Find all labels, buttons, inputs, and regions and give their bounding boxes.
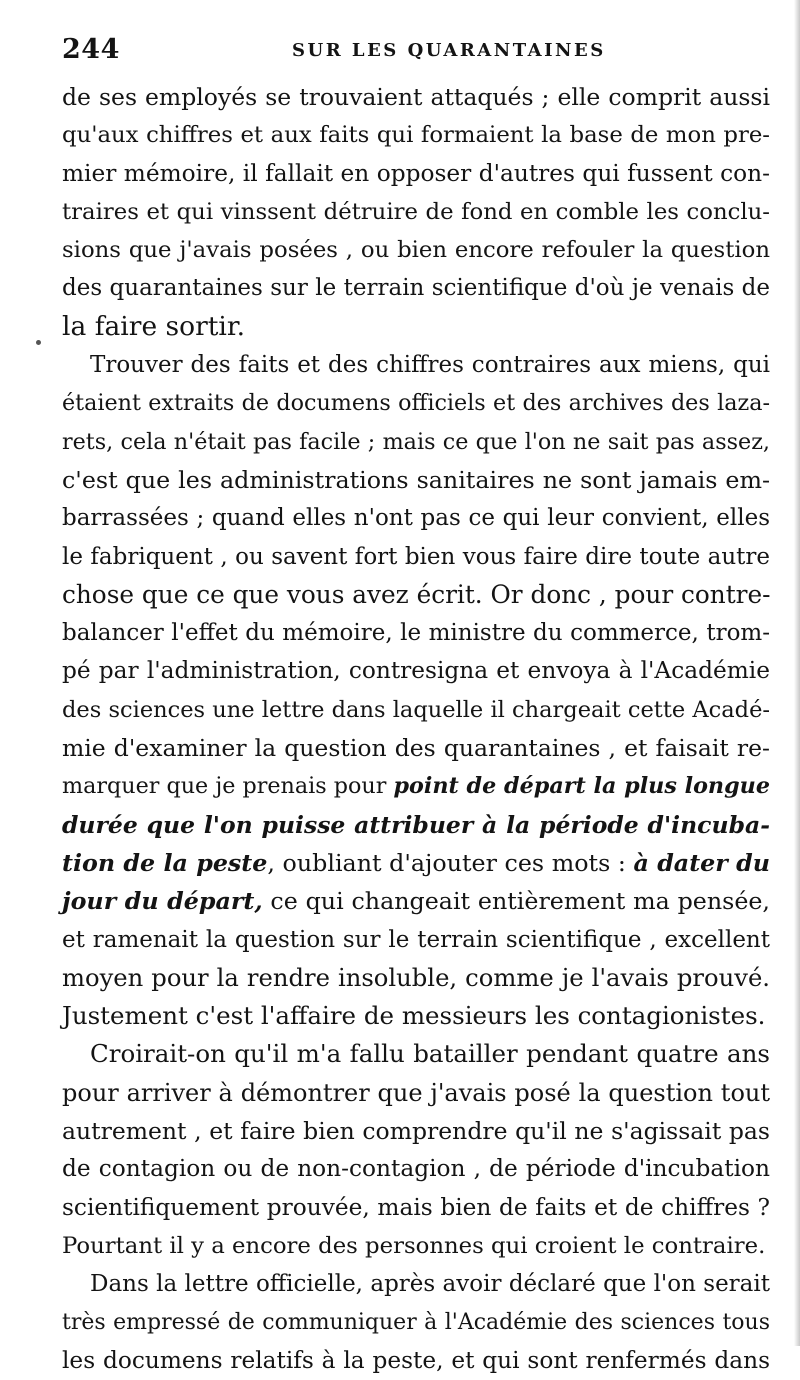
text-line: pé par l'administration, contresigna et envoya à l'Académie <box>62 657 770 685</box>
italic-phrase: tion de la peste <box>62 848 268 877</box>
text-line: qu'aux chiffres et aux faits qui formaient la base de mon pre- <box>62 122 770 149</box>
text-line: mie d'examiner la question des quarantaines , et faisait re- <box>62 734 770 763</box>
text-line: étaient extraits de documens officiels et des archives des laza- <box>62 390 770 417</box>
page-number: 244 <box>62 34 120 65</box>
text-line: des quarantaines sur le terrain scientifique d'où je venais de <box>62 275 770 302</box>
page-edge-shadow <box>794 0 800 1346</box>
italic-phrase: point de départ la plus longue <box>393 773 770 800</box>
text-line: les documens relatifs à la peste, et qui sont renfermés dans <box>62 1346 770 1374</box>
text-line: scientifiquement prouvée, mais bien de faits et de chiffres ? <box>62 1193 770 1221</box>
text-line: rets, cela n'était pas facile ; mais ce que l'on ne sait pas assez, <box>62 428 770 455</box>
text-line: sions que j'avais posées , ou bien encore refouler la question <box>62 237 770 264</box>
text-line: moyen pour la rendre insoluble, comme je l'avais prouvé. <box>62 962 770 992</box>
text-line <box>62 882 770 920</box>
text-line <box>62 844 770 882</box>
italic-phrase: à dater du <box>633 848 770 877</box>
text-line: balancer l'effet du mémoire, le ministre du commerce, trom- <box>62 620 770 647</box>
margin-mark <box>36 340 41 345</box>
text-line: pour arriver à démontrer que j'avais posé la question tout <box>62 1078 770 1107</box>
text-line: Dans la lettre officielle, après avoir déclaré que l'on serait <box>90 1271 770 1298</box>
text-line: autrement , et faire bien comprendre qu'il ne s'agissait pas <box>62 1117 770 1146</box>
text-line: très empressé de communiquer à l'Académie des sciences tous <box>62 1309 770 1335</box>
text-segment: ce qui changeait entièrement ma pensée, <box>270 887 770 916</box>
text-line: traires et qui vinssent détruire de fond en comble les conclu- <box>62 198 770 225</box>
text-segment: , oubliant d'ajouter ces mots : <box>267 848 626 877</box>
text-line: barrassées ; quand elles n'ont pas ce qui leur convient, elles <box>62 505 770 532</box>
page-header <box>62 34 762 70</box>
text-line: chose que ce que vous avez écrit. Or donc , pour contre- <box>62 579 771 609</box>
text-line-italic: durée que l'on puisse attribuer à la période d'incuba- <box>62 810 770 839</box>
text-line: Croirait-on qu'il m'a fallu batailler pendant quatre ans <box>90 1039 770 1069</box>
body-text <box>62 78 770 1380</box>
italic-phrase: jour du départ, <box>62 887 263 916</box>
text-line: c'est que les administrations sanitaires ne sont jamais em- <box>62 465 770 494</box>
text-line: mier mémoire, il fallait en opposer d'autres qui fussent con- <box>62 159 770 187</box>
text-segment: marquer que je prenais pour <box>62 773 387 800</box>
text-line: Trouver des faits et des chiffres contraires aux miens, qui <box>90 352 770 379</box>
text-line: Justement c'est l'affaire de messieurs les contagionistes. <box>62 1001 766 1031</box>
text-line: et ramenait la question sur le terrain scientifique , excellent <box>62 926 770 953</box>
text-line <box>62 767 770 805</box>
text-line: de contagion ou de non-contagion , de période d'incubation <box>62 1155 770 1183</box>
text-line: la faire sortir. <box>62 310 246 342</box>
text-line: de ses employés se trouvaient attaqués ; elle comprit aussi <box>62 83 770 111</box>
text-line: des sciences une lettre dans laquelle il chargeait cette Acadé- <box>62 696 770 723</box>
running-head: SUR LES QUARANTAINES <box>292 40 606 61</box>
text-line: Pourtant il y a encore des personnes qui croient le contraire. <box>62 1232 766 1259</box>
text-line: le fabriquent , ou savent fort bien vous faire dire toute autre <box>62 543 770 570</box>
